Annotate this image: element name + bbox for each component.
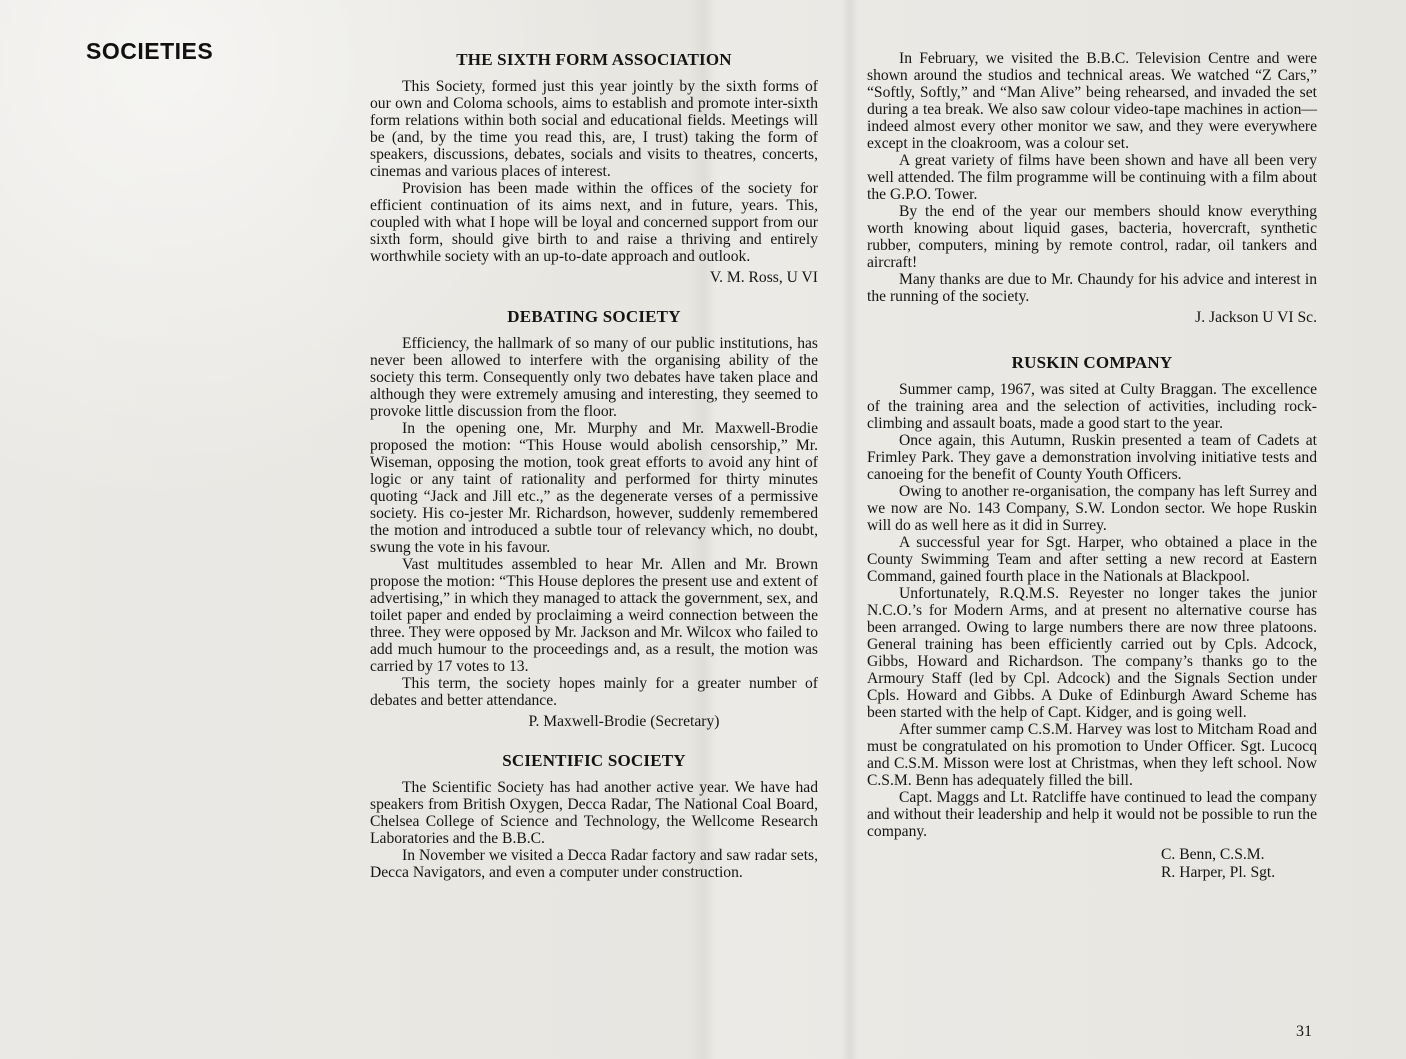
- ruskin-signature-2: R. Harper, Pl. Sgt.: [1161, 864, 1276, 881]
- debating-society-paragraph-4: This term, the society hopes mainly for a greater number of debates and better attendance.: [370, 675, 818, 709]
- debating-society-article: [370, 307, 818, 731]
- right-column: [867, 50, 1317, 882]
- sixth-form-association-paragraph-2: Provision has been made within the offices of the society for efficient continuation of its aims next, and in future, years. This, coupled with what I hope will be loyal and concerned support from our sixth form, should give birth to and raise a thriving and entirely worthwhile society with an up-to-date approach and outlook.: [370, 180, 818, 265]
- ruskin-company-paragraph-4: A successful year for Sgt. Harper, who obtained a place in the County Swimming Team and after setting a new record at Eastern Command, gained fourth place in the Nationals at Blackpool.: [867, 534, 1317, 585]
- scientific-society-signature: J. Jackson U VI Sc.: [1195, 309, 1317, 326]
- scientific-society-paragraph-3: In February, we visited the B.B.C. Television Centre and were shown around the studios and technical areas. We watched “Z Cars,” “Softly, Softly,” and “Man Alive” being rehearsed, and invaded the set during a tea break. We also saw colour video-tape machines in action—indeed almost every other monitor we saw, and they were everywhere except in the cloakroom, was a colour set.: [867, 50, 1317, 152]
- scientific-society-paragraph-5: By the end of the year our members should know everything worth knowing about liquid gases, bacteria, hovercraft, synthetic rubber, computers, mining by remote control, radar, oil tankers and aircraft!: [867, 203, 1317, 271]
- ruskin-signature-1: C. Benn, C.S.M.: [1161, 846, 1265, 863]
- debating-society-paragraph-2: In the opening one, Mr. Murphy and Mr. Maxwell-Brodie proposed the motion: “This House would abolish censorship,” Mr. Wiseman, opposing the motion, took great efforts to avoid any hint of logic or any taint of rationality and performed for thirty minutes quoting “Jack and Jill etc.,” as the degenerate verses of a permissive society. His co-jester Mr. Richardson, however, suddenly remembered the motion and introduced a subtle tour of relevancy which, no doubt, swung the vote in his favour.: [370, 420, 818, 556]
- scientific-society-paragraph-6: Many thanks are due to Mr. Chaundy for his advice and interest in the running of the society.: [867, 271, 1317, 305]
- ruskin-company-paragraph-7: Capt. Maggs and Lt. Ratcliffe have continued to lead the company and without their leadership and help it would not be possible to run the company.: [867, 789, 1317, 840]
- sixth-form-association-title: THE SIXTH FORM ASSOCIATION: [456, 50, 732, 69]
- scientific-society-paragraph-2: In November we visited a Decca Radar factory and saw radar sets, Decca Navigators, and even a computer under construction.: [370, 847, 818, 881]
- ruskin-company-paragraph-2: Once again, this Autumn, Ruskin presented a team of Cadets at Frimley Park. They gave a demonstration involving initiative tests and canoeing for the benefit of County Youth Officers.: [867, 432, 1317, 483]
- scientific-society-title: SCIENTIFIC SOCIETY: [502, 751, 686, 770]
- section-title: SOCIETIES: [86, 38, 214, 64]
- ruskin-company-article: [867, 353, 1317, 882]
- page-fold: [841, 0, 859, 1059]
- scientific-society-article: [370, 751, 818, 881]
- ruskin-company-paragraph-3: Owing to another re-organisation, the company has left Surrey and we now are No. 143 Company, S.W. London sector. We hope Ruskin will do as well here as it did in Surrey.: [867, 483, 1317, 534]
- ruskin-company-signatures: [867, 846, 1317, 882]
- page-number: 31: [1296, 1023, 1312, 1040]
- sixth-form-association-article: [370, 50, 818, 287]
- sixth-form-association-signature: V. M. Ross, U VI: [709, 269, 818, 286]
- ruskin-company-title: RUSKIN COMPANY: [1011, 353, 1173, 372]
- scientific-society-paragraph-4: A great variety of films have been shown and have all been very well attended. The film programme will be continuing with a film about the G.P.O. Tower.: [867, 152, 1317, 203]
- ruskin-company-paragraph-1: Summer camp, 1967, was sited at Culty Braggan. The excellence of the training area and the selection of activities, including rock-climbing and assault boats, made a good start to the year.: [867, 381, 1317, 432]
- debating-society-signature: P. Maxwell-Brodie (Secretary): [528, 713, 720, 730]
- debating-society-title: DEBATING SOCIETY: [507, 307, 681, 326]
- sixth-form-association-paragraph-1: This Society, formed just this year jointly by the sixth forms of our own and Coloma schools, aims to establish and promote inter-sixth form relations within both social and educational fields. Meetings will be (and, by the time you read this, are, I trust) taking the form of speakers, discussions, debates, socials and visits to theatres, concerts, cinemas and various places of interest.: [370, 78, 818, 180]
- debating-society-paragraph-3: Vast multitudes assembled to hear Mr. Allen and Mr. Brown propose the motion: “This House deplores the present use and extent of advertising,” in which they managed to attack the government, sex, and toilet paper and ended by proclaiming a weird connection between the three. They were opposed by Mr. Jackson and Mr. Wilcox who failed to add much humour to the proceedings and, as a result, the motion was carried by 17 votes to 13.: [370, 556, 818, 675]
- ruskin-company-paragraph-5: Unfortunately, R.Q.M.S. Reyester no longer takes the junior N.C.O.’s for Modern Arms, and at present no alternative course has been arranged. Owing to large numbers there are now three platoons. General training has been efficiently carried out by Cpls. Adcock, Gibbs, Howard and Richardson. The company’s thanks go to the Armoury Staff (led by Cpl. Adcock) and the Signals Section under Cpls. Howard and Gibbs. A Duke of Edinburgh Award Scheme has been started with the help of Capt. Kidger, and is going well.: [867, 585, 1317, 721]
- ruskin-company-paragraph-6: After summer camp C.S.M. Harvey was lost to Mitcham Road and must be congratulated on his promotion to Under Officer. Sgt. Lucocq and C.S.M. Misson were lost at Christmas, when they left school. Now C.S.M. Benn has adequately filled the bill.: [867, 721, 1317, 789]
- debating-society-paragraph-1: Efficiency, the hallmark of so many of our public institutions, has never been allowed to interfere with the organising ability of the society this term. Consequently only two debates have taken place and although they were extremely amusing and interesting, they seemed to provoke little discussion from the floor.: [370, 335, 818, 420]
- scientific-society-paragraph-1: The Scientific Society has had another active year. We have had speakers from British Oxygen, Decca Radar, The National Coal Board, Chelsea College of Science and Technology, the Wellcome Research Laboratories and the B.B.C.: [370, 779, 818, 847]
- left-column: [370, 50, 818, 881]
- scientific-society-continued: [867, 50, 1317, 327]
